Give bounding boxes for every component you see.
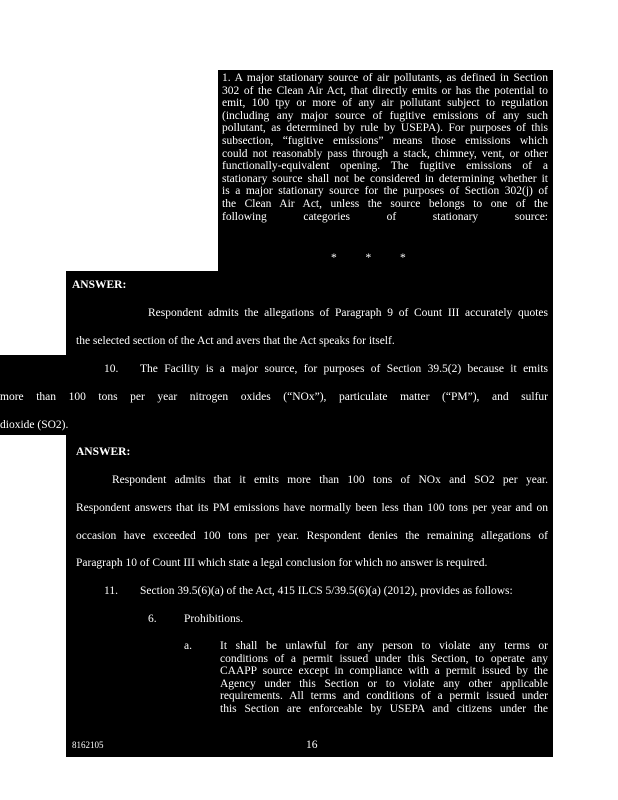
answer-heading: ANSWER: [76, 446, 131, 458]
answer-9-line-2: the selected section of the Act and avers that the Act speaks for itself. [76, 335, 395, 347]
ellipsis-separator: * * * [331, 252, 406, 264]
quote-line: 302 of the Clean Air Act, that directly emits or has the potential to [222, 84, 548, 97]
paragraph-10-line-1: The Facility is a major source, for purposes of Section 39.5(2) because it emits [140, 363, 548, 375]
subsection-title: Prohibitions. [184, 613, 244, 625]
quote-paragraph-11 [220, 640, 548, 716]
page-number: 16 [306, 739, 318, 751]
answer-10-line-2: Respondent answers that its PM emissions have normally been less than 100 tons per year and on [76, 502, 548, 514]
item-letter: a. [184, 640, 192, 652]
quote-line: stationary source shall not be considered in determining whether it [222, 172, 548, 185]
quote-line: pollutant, as determined by rule by USEPA). For purposes of this [222, 122, 548, 135]
quote-line: (including any major source of fugitive emissions of any such [222, 109, 548, 122]
paragraph-10-line-3: dioxide (SO2). [0, 419, 69, 431]
quote-line: requirements. All terms and conditions of a permit issued under [220, 690, 548, 703]
answer-10-line-4: Paragraph 10 of Count III which state a legal conclusion for which no answer is required. [76, 557, 488, 569]
quote-line: emit, 100 tpy or more of any air pollutant subject to regulation [222, 97, 548, 110]
subsection-number: 6. [148, 613, 157, 625]
paragraph-10-line-2: more than 100 tons per year nitrogen oxides (“NOx”), particulate matter (“PM”), and sulfur [0, 391, 548, 403]
quote-line: conditions of a permit issued under this Section, to operate any [220, 652, 548, 665]
quote-line: Agency under this Section or to violate any other applicable [220, 677, 548, 690]
quote-line: functionally-equivalent opening. The fugitive emissions of a [222, 160, 548, 173]
answer-9-line-1: Respondent admits the allegations of Paragraph 9 of Count III accurately quotes [148, 307, 548, 319]
paragraph-number: 10. [104, 363, 119, 375]
quote-line: It shall be unlawful for any person to violate any terms or [220, 640, 548, 652]
paragraph-number: 11. [104, 585, 118, 597]
quote-line: 1. A major stationary source of air pollutants, as defined in Section [222, 72, 548, 84]
quote-line: following categories of stationary source: [222, 210, 548, 223]
quote-line: subsection, “fugitive emissions” means those emissions which [222, 134, 548, 147]
answer-10-line-1: Respondent admits that it emits more than 100 tons of NOx and SO2 per year. [112, 474, 548, 486]
answer-10-line-3: occasion have exceeded 100 tons per year. Respondent denies the remaining allegations of [76, 530, 548, 542]
paragraph-11-text: Section 39.5(6)(a) of the Act, 415 ILCS 5/39.5(6)(a) (2012), provides as follows: [140, 585, 513, 597]
quote-line: CAAPP source except in compliance with a permit issued by the [220, 665, 548, 678]
quote-line: this Section are enforceable by USEPA and citizens under the [220, 702, 548, 715]
answer-heading: ANSWER: [72, 279, 127, 291]
quote-line: is a major stationary source for the purposes of Section 302(j) of [222, 185, 548, 198]
quote-line: the Clean Air Act, unless the source belongs to one of the [222, 197, 548, 210]
footer-doc-id: 8162105 [72, 740, 104, 750]
quote-paragraph-9 [222, 72, 548, 223]
quote-line: could not reasonably pass through a stack, chimney, vent, or other [222, 147, 548, 160]
